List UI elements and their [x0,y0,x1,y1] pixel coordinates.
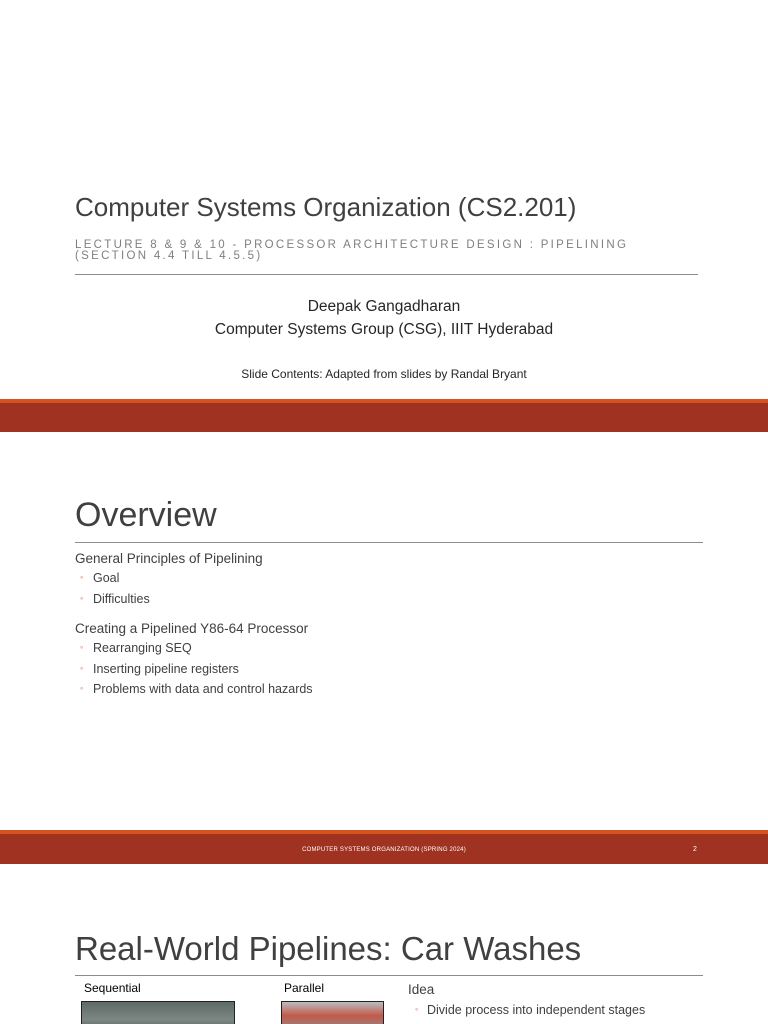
overview-slide [0,432,768,832]
list-item-label: Inserting pipeline registers [93,661,239,676]
idea-heading: Idea [408,982,435,997]
sequential-car-wash-photo [81,1001,235,1024]
bullet-icon: ◦ [80,642,84,652]
list-item-label: Divide process into independent stages [427,1003,646,1017]
list-item [80,641,313,662]
slide-credit: Slide Contents: Adapted from slides by Randal Bryant [241,367,527,381]
list-item [80,571,150,592]
author-name: Deepak Gangadharan [307,298,461,315]
slide-separator [0,399,768,432]
slide-subtitle: LECTURE 8 & 9 & 10 - PROCESSOR ARCHITECTURE DESIGN : PIPELINING (SECTION 4.4 TILL 4.5.5) [75,239,629,262]
bullet-icon: ◦ [80,572,84,582]
title-divider [75,542,703,543]
slide-title: Real-World Pipelines: Car Washes [75,930,582,967]
section-heading: Creating a Pipelined Y86-64 Processor [75,621,309,636]
slide-title: Overview [75,496,217,534]
list-item [80,592,150,613]
author-affiliation: Computer Systems Group (CSG), IIIT Hyderabad [214,321,554,338]
title-slide [0,0,768,401]
footer-course-title: COMPUTER SYSTEMS ORGANIZATION (SPRING 2024) [302,847,466,853]
list-item-label: Difficulties [93,591,150,606]
title-divider [75,274,698,275]
section-heading: General Principles of Pipelining [75,551,263,566]
bullet-icon: ◦ [80,662,84,673]
bullet-list [80,641,313,703]
parallel-label: Parallel [284,981,325,995]
sequential-label: Sequential [84,981,141,995]
list-item-label: Goal [93,571,120,585]
list-item-label: Rearranging SEQ [93,641,192,655]
title-divider [75,975,703,976]
list-item [415,1003,645,1017]
list-item-label: Problems with data and control hazards [93,682,313,696]
bullet-list [80,571,150,612]
parallel-car-wash-photo [281,1001,384,1024]
page-number: 2 [693,846,697,853]
bullet-icon: ◦ [415,1004,419,1014]
slide-footer-band [0,830,768,864]
list-item [80,662,313,683]
slide-title: Computer Systems Organization (CS2.201) [75,192,577,222]
accent-line [0,399,768,403]
bullet-icon: ◦ [80,683,84,693]
accent-line [0,830,768,834]
bullet-icon: ◦ [80,592,84,603]
car-wash-slide [0,864,768,1024]
list-item [80,682,313,703]
